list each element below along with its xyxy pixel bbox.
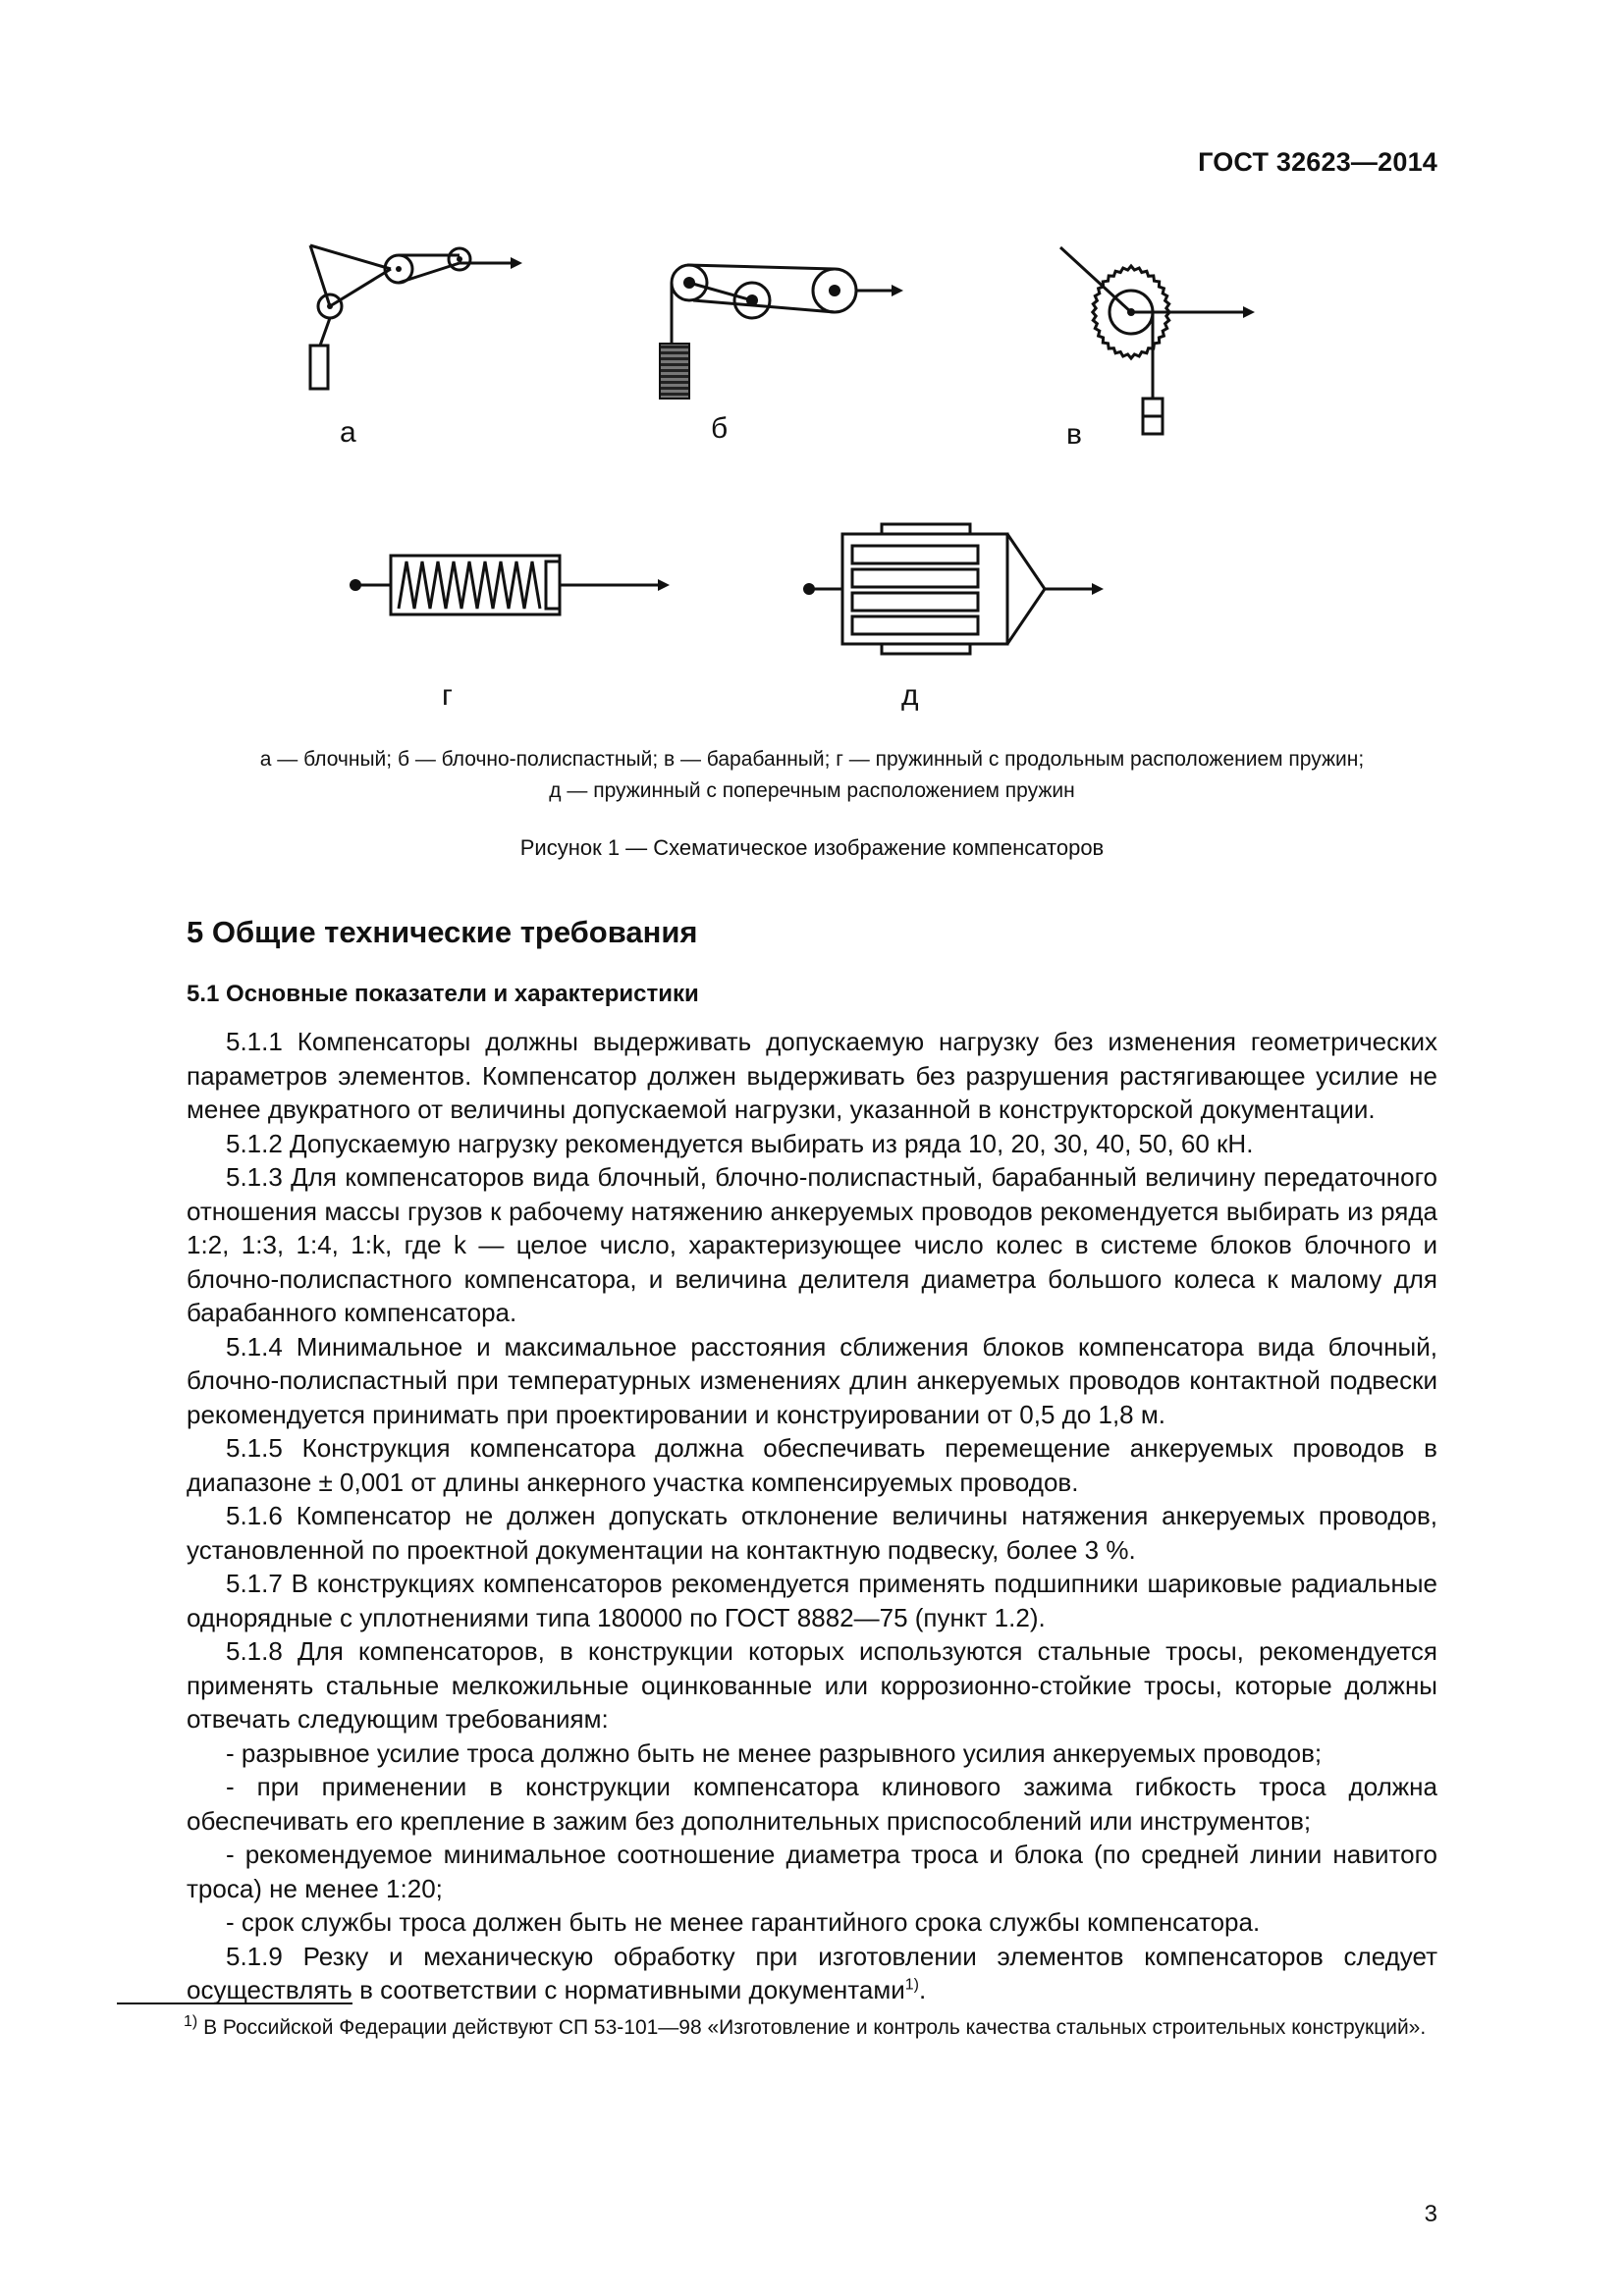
figure-d-spring-longitudinal-compensator bbox=[344, 546, 677, 624]
paragraph-5-1-9 bbox=[187, 1940, 1437, 2007]
paragraph-5-1-4: 5.1.4 Минимальное и максимальное расстояния сближения блоков компенсатора вида блочный, блочно-полиспастный при температурных изменениях длин анкеруемых проводов контактной подвески рекомендуется принимать при проектировании и конструировании от 0,5 до 1,8 м. bbox=[187, 1331, 1437, 1429]
paragraph-5-1-9-text: 5.1.9 Резку и механическую обработку при изготовлении элементов компенсаторов следует осуществлять в соответствии с нормативными документами bbox=[187, 1941, 1437, 2004]
figure-legend bbox=[137, 744, 1487, 807]
list-item-breaking-force: - разрывное усилие троса должно быть не менее разрывного усилия анкеруемых проводов; bbox=[226, 1737, 1323, 1768]
figure-b-block-polyspast-compensator bbox=[648, 245, 903, 412]
footnote-text: В Российской Федерации действуют СП 53-101—98 «Изготовление и контроль качества стальных строительных конструкций». bbox=[197, 2016, 1427, 2039]
section-content bbox=[187, 913, 1437, 2007]
list-item-wedge-clamp: - при применении в конструкции компенсатора клинового зажима гибкость троса должна обеспечивать его крепление в зажим без дополнительных приспособлений или инструментов; bbox=[187, 1772, 1437, 1836]
section-title: 5 Общие технические требования bbox=[187, 915, 698, 949]
paragraph-5-1-2: 5.1.2 Допускаемую нагрузку рекомендуется выбирать из ряда 10, 20, 30, 40, 50, 60 кН. bbox=[226, 1128, 1254, 1158]
paragraph-5-1-6: 5.1.6 Компенсатор не должен допускать отклонение величины натяжения анкеруемых проводов, установленной по проектной документации на контактную подвеску, более 3 %. bbox=[187, 1501, 1437, 1565]
footnote bbox=[117, 2012, 1438, 2044]
figure-legend-line-2: д — пружинный с поперечным расположением пружин bbox=[549, 779, 1075, 802]
figure-a-block-compensator bbox=[295, 236, 530, 402]
footnote-separator bbox=[117, 2002, 352, 2004]
figure-label-d: г bbox=[442, 679, 453, 712]
paragraph-5-1-8: 5.1.8 Для компенсаторов, в конструкции которых используются стальные тросы, рекомендуется применять стальные мелкожильные оцинкованные или коррозионно-стойкие тросы, которые должны отвечать следующим требованиям: bbox=[187, 1636, 1437, 1734]
footnote-marker: 1) bbox=[184, 2013, 198, 2030]
subsection-title: 5.1 Основные показатели и характеристики bbox=[187, 981, 699, 1007]
figure-label-a: а bbox=[340, 416, 356, 449]
figure-label-e: д bbox=[901, 679, 919, 712]
figure-legend-line-1: а — блочный; б — блочно-полиспастный; в — барабанный; г — пружинный с продольным расположением пружин; bbox=[259, 748, 1365, 771]
paragraph-5-1-1: 5.1.1 Компенсаторы должны выдерживать допускаемую нагрузку без изменения геометрических параметров элементов. Компенсатор должен выдерживать без разрушения растягивающее усилие не менее двукратного от величины допускаемой нагрузки, указанной в конструкторской документации. bbox=[187, 1027, 1437, 1124]
figure-c-drum-compensator bbox=[1049, 232, 1265, 438]
paragraph-5-1-7: 5.1.7 В конструкциях компенсаторов рекомендуется применять подшипники шариковые радиальные однорядные с уплотнениями типа 180000 по ГОСТ 8882—75 (пункт 1.2). bbox=[187, 1569, 1437, 1632]
list-item-service-life: - срок службы троса должен быть не менее гарантийного срока службы компенсатора. bbox=[226, 1907, 1261, 1937]
page-number: 3 bbox=[1424, 2201, 1437, 2227]
footnote-reference: 1) bbox=[904, 1976, 919, 1994]
paragraph-5-1-3: 5.1.3 Для компенсаторов вида блочный, блочно-полиспастный, барабанный величину передаточного отношения массы грузов к рабочему натяжению анкеруемых проводов рекомендуется выбирать из ряда 1:2, 1:3, 1:4, 1:k, где k — целое число, характеризующее число колес в системе блоков блочного и блочно-полиспастного компенсатора, и величина делителя диаметра большого колеса к малому для барабанного компенсатора. bbox=[187, 1162, 1437, 1327]
list-item-diameter-ratio: - рекомендуемое минимальное соотношение диаметра троса и блока (по средней линии навитого троса) не менее 1:20; bbox=[187, 1840, 1437, 1903]
figure-label-b: б bbox=[711, 412, 729, 445]
figure-label-c: в bbox=[1066, 418, 1082, 451]
figure-e-spring-transverse-compensator bbox=[797, 520, 1111, 658]
paragraph-5-1-9-end: . bbox=[918, 1975, 927, 2004]
document-id-header: ГОСТ 32623—2014 bbox=[1198, 147, 1437, 177]
paragraph-5-1-5: 5.1.5 Конструкция компенсатора должна обеспечивать перемещение анкеруемых проводов в диапазоне ± 0,001 от длины анкерного участка компенсируемых проводов. bbox=[187, 1433, 1437, 1497]
figure-caption: Рисунок 1 — Схематическое изображение компенсаторов bbox=[519, 835, 1105, 860]
